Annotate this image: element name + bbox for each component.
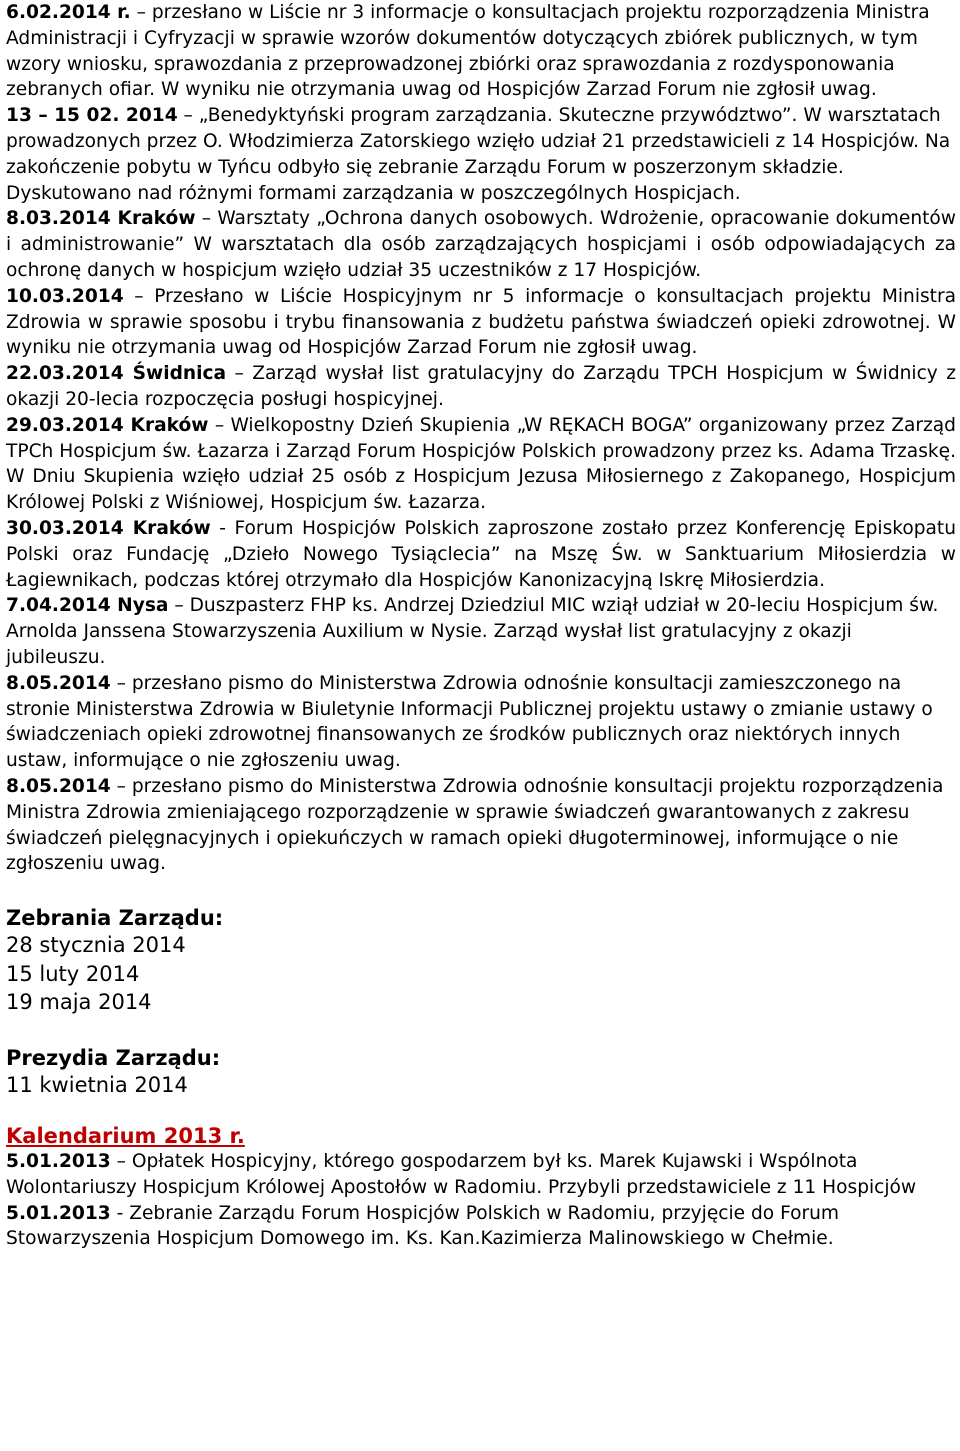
entry-date: 6.02.2014 r. <box>6 2 131 23</box>
board-meetings-list <box>6 931 956 1017</box>
entry-text: – Duszpasterz FHP ks. Andrzej Dziedziul MIC wziął udział w 20-leciu Hospicjum św. Arnolda Janssena Stowarzyszenia Auxilium w Nysie. Zarząd wysłał list gratulacyjny z okazji jubileuszu. <box>6 595 939 668</box>
entry <box>6 103 956 206</box>
entry-text: – Zarząd wysłał list gratulacyjny do Zarządu TPCH Hospicjum w Świdnicy z okazji 20-lecia rozpoczęcia posługi hospicyjnej. <box>6 363 957 410</box>
spacer <box>6 1099 956 1123</box>
entries-2014 <box>6 0 956 877</box>
entry-text: – Opłatek Hospicyjny, którego gospodarzem był ks. Marek Kujawski i Wspólnota Wolontariuszy Hospicjum Królowej Apostołów w Radomiu. Przybyli przedstawiciele z 11 Hospicjów <box>6 1151 917 1198</box>
entry-date: 8.03.2014 <box>6 208 111 230</box>
meeting-date: 15 luty 2014 <box>6 961 140 986</box>
meeting-date: 19 maja 2014 <box>6 990 152 1015</box>
entry-date: 29.03.2014 <box>6 414 124 436</box>
document-page <box>6 0 956 1252</box>
presidium-date: 11 kwietnia 2014 <box>6 1072 188 1097</box>
entry <box>6 1149 956 1201</box>
entry-text: – przesłano w Liście nr 3 informacje o konsultacjach projektu rozporządzenia Ministra Administracji i Cyfryzacji w sprawie wzorów dokumentów dotyczących zbiórek publicznych, w tym wzory wniosku, sprawozdania z przeprowadzonej zbiórki oraz sprawozdania z rozdysponowania zebranych ofiar. W wyniku nie otrzymania uwag od Hospicjów Zarzad Forum nie zgłosił uwag. <box>6 2 930 101</box>
entry-text: – Przesłano w Liście Hospicyjnym nr 5 informacje o konsultacjach projektu Ministra Zdrowia w sprawie sposobu i trybu finansowania z budżetu państwa świadczeń opieki zdrowotnej. W wyniku nie otrzymania uwag od Hospicjów Zarzad Forum nie zgłosił uwag. <box>6 285 956 359</box>
entry-text: - Forum Hospicjów Polskich zaproszone zostało przez Konferencję Episkopatu Polski oraz Fundację „Dzieło Nowego Tysiąclecia” na Mszę Św. w Sanktuarium Miłosierdzia w Łagiewnikach, podczas której otrzymało dla Hospicjów Kanonizacyjną Iskrę Miłosierdzia. <box>6 517 957 591</box>
entry <box>6 284 956 361</box>
entry <box>6 516 956 593</box>
entry-date: 30.03.2014 <box>6 517 124 539</box>
entry-place: Kraków <box>123 414 209 436</box>
entry-date: 5.01.2013 <box>6 1151 111 1173</box>
entry-date: 10.03.2014 <box>6 285 124 307</box>
entry <box>6 671 956 774</box>
entry-text: – Wielkopostny Dzień Skupienia „W RĘKACH BOGA” organizowany przez Zarząd TPCh Hospicjum św. Łazarza i Zarząd Forum Hospicjów Polskich prowadzony przez ks. Adama Trzaskę. W Dniu Skupienia wzięło udział 25 osób z Hospicjum Jezusa Miłosiernego z Zakopanego, Hospicjum Królowej Polski z Wiśniowej, Hospicjum św. Łazarza. <box>6 414 956 514</box>
meeting-date: 28 stycznia 2014 <box>6 933 186 958</box>
entry <box>6 1201 956 1253</box>
entry-place: Świdnica <box>123 363 227 385</box>
entry-date: 8.05.2014 <box>6 775 111 797</box>
entry-date: 22.03.2014 <box>6 363 124 385</box>
entry-place: Nysa <box>110 595 169 617</box>
entry-date: 5.01.2013 <box>6 1202 111 1224</box>
spacer <box>6 1017 956 1045</box>
entry <box>6 206 956 283</box>
entry-date: 13 – 15 02. 2014 <box>6 105 178 127</box>
entries-2013 <box>6 1149 956 1252</box>
entry <box>6 774 956 877</box>
entry <box>6 361 956 413</box>
entry-date: 7.04.2014 <box>6 595 111 617</box>
entry-text: - Zebranie Zarządu Forum Hospicjów Polskich w Radomiu, przyjęcie do Forum Stowarzyszenia Hospicjum Domowego im. Ks. Kan.Kazimierza Malinowskiego w Chełmie. <box>6 1202 840 1250</box>
spacer <box>6 877 956 905</box>
entry <box>6 0 956 103</box>
presidium-list <box>6 1071 956 1100</box>
entry-place: Kraków <box>110 208 196 230</box>
board-meetings-heading: Zebrania Zarządu: <box>6 906 224 931</box>
entry-text: – Warsztaty „Ochrona danych osobowych. Wdrożenie, opracowanie dokumentów i administrowanie” W warsztatach dla osób zarządzających hospicjami i osób odpowiadających za ochronę danych w hospicjum wzięło udział 35 uczestników z 17 Hospicjów. <box>6 208 956 281</box>
entry <box>6 413 956 516</box>
presidium-heading: Prezydia Zarządu: <box>6 1045 221 1070</box>
entry-text: – przesłano pismo do Ministerstwa Zdrowia odnośnie konsultacji projektu rozporządzenia Ministra Zdrowia zmieniającego rozporządzenie w sprawie świadczeń gwarantowanych z zakresu świadczeń pielęgnacyjnych i opiekuńczych w ramach opieki długoterminowej, informujące o nie zgłoszeniu uwag. <box>6 775 944 875</box>
entry-date: 8.05.2014 <box>6 672 111 694</box>
entry-text: – „Benedyktyński program zarządzania. Skuteczne przywództwo”. W warsztatach prowadzonych przez O. Włodzimierza Zatorskiego wzięło udział 21 przedstawicieli z 14 Hospicjów. Na zakończenie pobytu w Tyńcu odbyło się zebranie Zarządu Forum w poszerzonym składzie. Dyskutowano nad różnymi formami zarządzania w poszczególnych Hospicjach. <box>6 105 951 204</box>
entry-place: Kraków <box>123 517 211 539</box>
entry <box>6 593 956 670</box>
entry-text: – przesłano pismo do Ministerstwa Zdrowia odnośnie konsultacji zamieszczonego na stronie Ministerstwa Zdrowia w Biuletynie Informacji Publicznej projektu ustawy o zmianie ustawy o świadczeniach opieki zdrowotnej finansowanych ze środków publicznych oraz niektórych innych ustaw, informujące o nie zgłoszeniu uwag. <box>6 672 933 772</box>
calendar-2013-heading: Kalendarium 2013 r. <box>6 1124 245 1149</box>
